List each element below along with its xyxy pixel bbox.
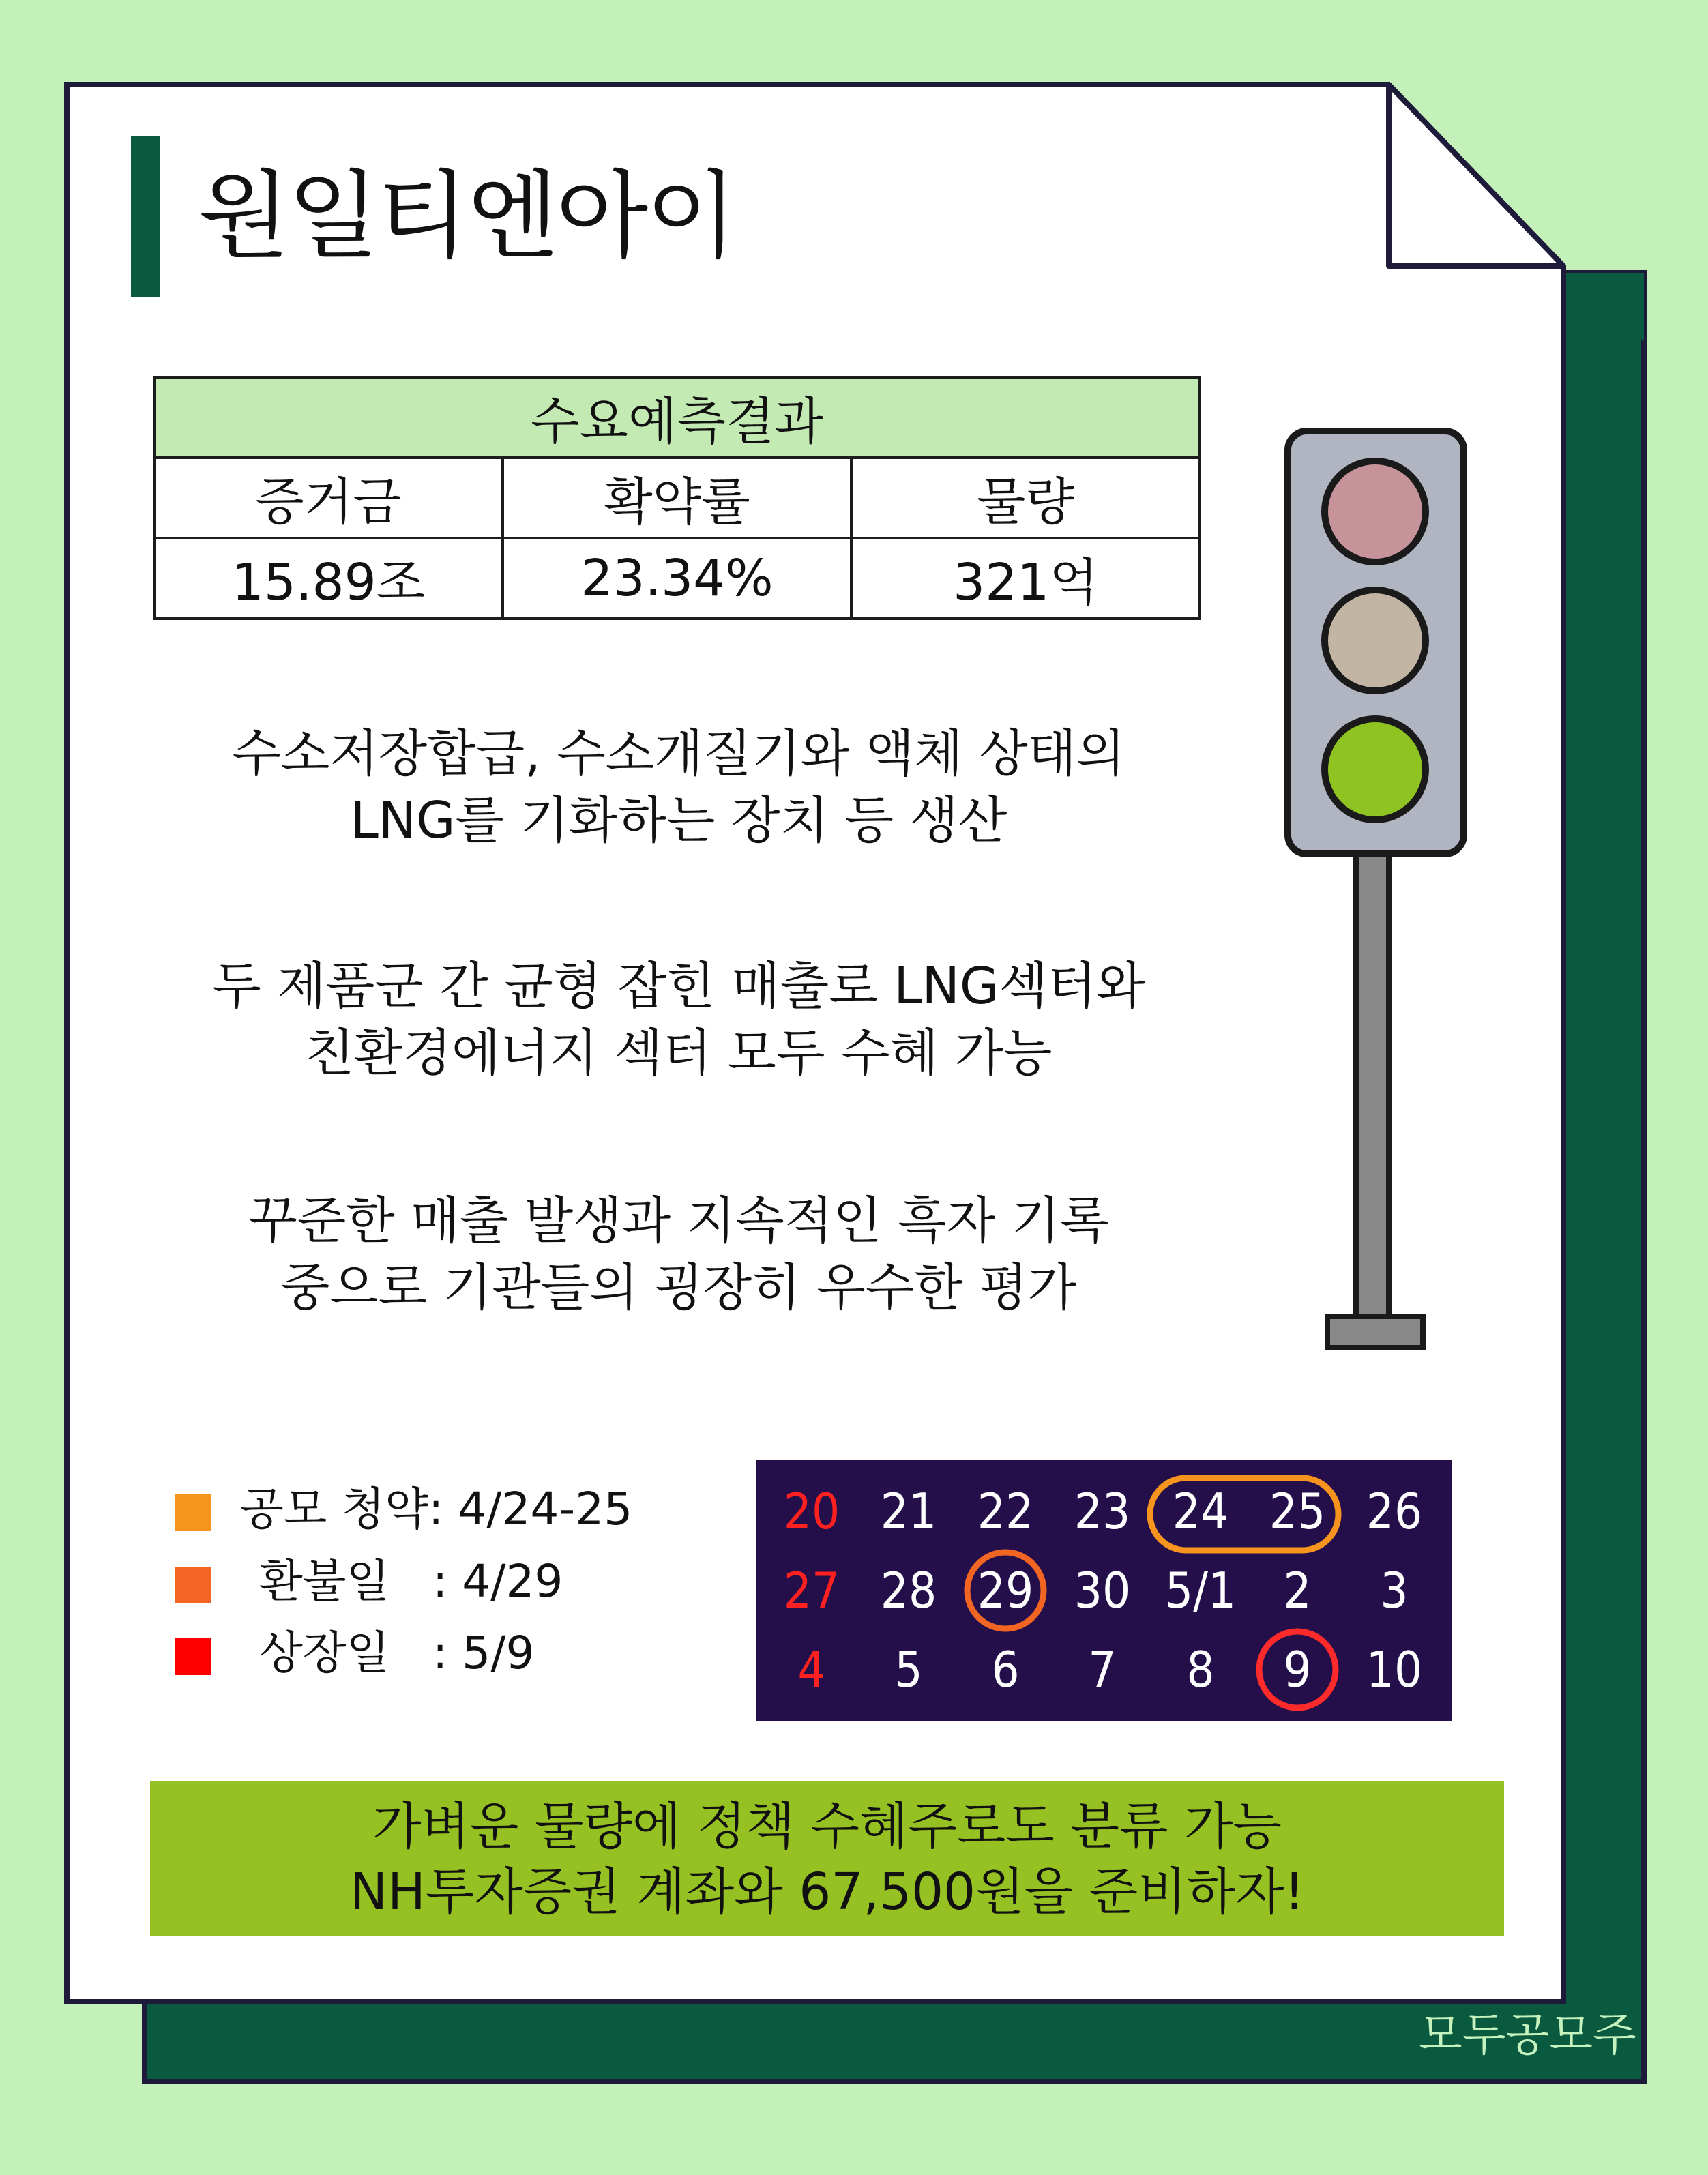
calendar-day: 24 (1172, 1483, 1229, 1540)
calendar-day: 9 (1283, 1641, 1312, 1698)
calendar-day: 7 (1088, 1641, 1117, 1698)
description-evaluation (177, 1187, 1180, 1321)
calendar-day: 21 (880, 1483, 937, 1540)
calendar-day: 27 (783, 1562, 840, 1619)
brand-label: 모두공모주 (1419, 2009, 1636, 2061)
folded-corner (1389, 85, 1563, 266)
description-line: 중으로 기관들의 굉장히 우수한 평가 (280, 1258, 1077, 1317)
column-volume: 물량 (851, 458, 1200, 538)
summary-banner (150, 1781, 1504, 1936)
banner-line: 가벼운 물량에 정책 수혜주로도 분류 가능 (372, 1797, 1282, 1856)
description-line: 꾸준한 매출 발생과 지속적인 흑자 기록 (248, 1192, 1109, 1250)
demand-forecast-table (153, 376, 1201, 620)
table-row (154, 538, 1200, 619)
description-line: 수소저장합급, 수소개질기와 액체 상태의 (232, 724, 1125, 783)
table-row (154, 458, 1200, 538)
description-line: 친환경에너지 섹터 모두 수혜 가능 (305, 1024, 1052, 1082)
red-light-icon (1325, 461, 1426, 562)
value-commitment-rate: 23.34% (503, 538, 851, 619)
orange-red-square-icon (175, 1567, 211, 1603)
calendar-day: 4 (797, 1641, 826, 1698)
page-title: 원일티엔아이 (198, 161, 735, 272)
calendar-day: 10 (1366, 1641, 1423, 1698)
legend-label: 공모 청약 (240, 1483, 429, 1535)
orange-square-icon (175, 1494, 211, 1531)
calendar-day: 25 (1269, 1483, 1326, 1540)
calendar-day: 6 (991, 1641, 1020, 1698)
legend-label: 상장일 (259, 1627, 390, 1679)
legend-label: 환불일 (259, 1555, 390, 1608)
calendar-day: 22 (977, 1483, 1034, 1540)
column-deposit: 증거금 (154, 458, 503, 538)
description-line: 두 제품군 간 균형 잡힌 매출로 LNG섹터와 (212, 957, 1145, 1016)
banner-line: NH투자증권 계좌와 67,500원을 준비하자! (349, 1863, 1305, 1921)
title-accent-bar (131, 136, 160, 297)
description-sectors (177, 953, 1180, 1086)
column-commitment-rate: 확약률 (503, 458, 851, 538)
value-deposit: 15.89조 (154, 538, 503, 619)
value-volume: 321억 (851, 538, 1200, 619)
ipo-calendar (756, 1460, 1452, 1721)
table-header: 수요예측결과 (154, 377, 1200, 458)
legend-value: : 4/24-25 (428, 1483, 633, 1535)
calendar-day: 8 (1186, 1641, 1215, 1698)
calendar-day: 23 (1074, 1483, 1131, 1540)
calendar-day: 2 (1283, 1562, 1312, 1619)
calendar-day: 26 (1366, 1483, 1423, 1540)
calendar-day: 29 (977, 1562, 1034, 1619)
description-products (177, 720, 1180, 854)
red-square-icon (175, 1638, 211, 1675)
calendar-day: 28 (880, 1562, 937, 1619)
calendar-day: 30 (1074, 1562, 1131, 1619)
calendar-day: 3 (1380, 1562, 1409, 1619)
legend-value: : 4/29 (432, 1555, 563, 1608)
calendar-day: 20 (783, 1483, 840, 1540)
calendar-day: 5 (894, 1641, 923, 1698)
calendar-day: 5/1 (1164, 1562, 1237, 1619)
description-line: LNG를 기화하는 장치 등 생산 (350, 791, 1007, 850)
yellow-light-icon (1325, 590, 1426, 691)
legend-value: : 5/9 (432, 1627, 535, 1679)
green-light-icon (1325, 719, 1426, 820)
